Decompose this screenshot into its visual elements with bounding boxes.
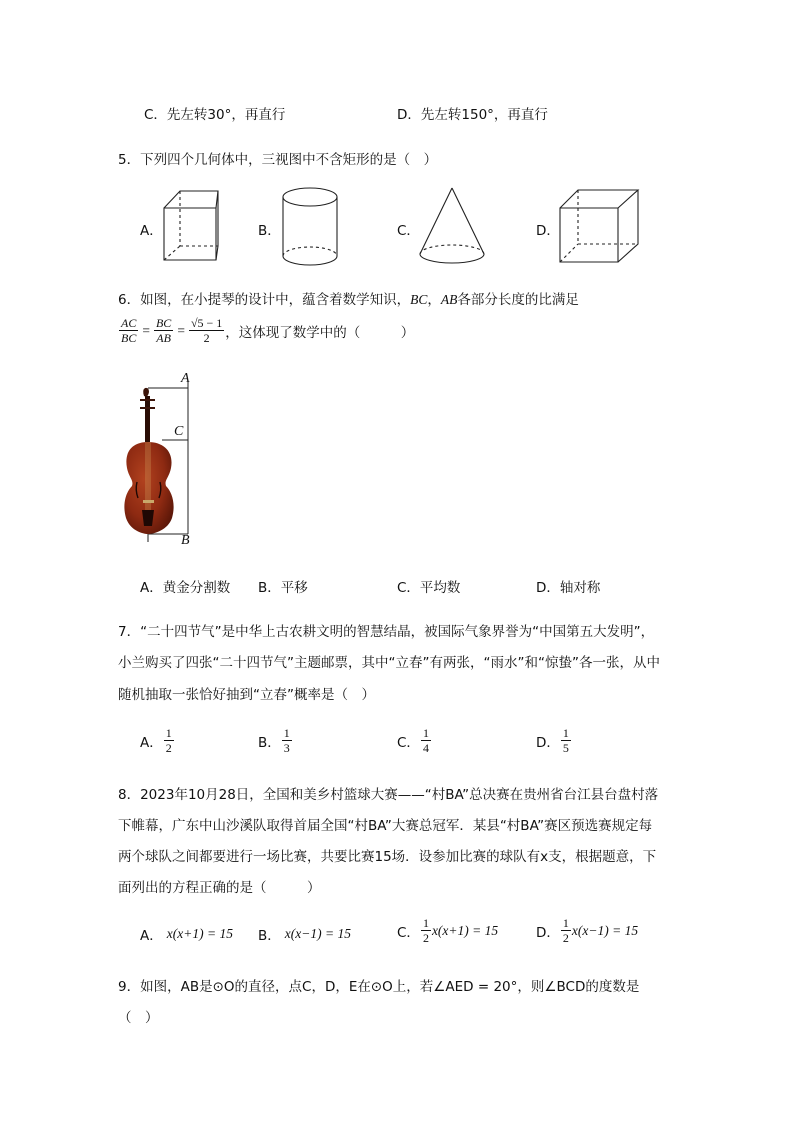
q8-stem-line4: 面列出的方程正确的是（ ）: [118, 880, 321, 896]
q9-stem-line1: 9．如图，AB是⊙O的直径，点C，D，E在⊙O上，若∠AED = 20°，则∠BCD的度数是: [118, 979, 640, 995]
q6-option-c[interactable]: C．平均数: [397, 580, 461, 596]
cone-icon: [418, 186, 486, 268]
q6-option-a[interactable]: A．黄金分割数: [140, 580, 231, 596]
q8-option-d[interactable]: D． $\frac{1}{2}$ x(x−1) = 15: [536, 916, 639, 945]
q5-option-b-label[interactable]: B．: [258, 223, 281, 239]
q7-stem-line1: 7．“二十四节气”是中华上古农耕文明的智慧结晶，被国际气象界誉为“中国第五大发明”，: [118, 624, 655, 640]
cube-icon: [558, 188, 640, 264]
point-a-label: A: [181, 371, 190, 386]
q5-stem: 5．下列四个几何体中，三视图中不含矩形的是（ ）: [118, 152, 438, 168]
q8-option-b[interactable]: B． x(x−1) = 15: [258, 926, 351, 944]
q8-option-a[interactable]: A． x(x+1) = 15: [140, 926, 233, 944]
triangular-prism-icon: [162, 188, 220, 264]
q6-option-d[interactable]: D．轴对称: [536, 580, 601, 596]
golden-ratio-fraction: $\frac{√5 - 1}{2}$: [190, 316, 223, 345]
q7-option-d[interactable]: D． $\frac{1}{5}$: [536, 726, 569, 755]
q7-stem-line2: 小兰购买了四张“二十四节气”主题邮票，其中“立春”有两张，“雨水”和“惊蛰”各一张，从中: [118, 655, 660, 671]
q5-option-a-label[interactable]: A．: [140, 223, 163, 239]
point-c-label: C: [174, 424, 184, 439]
q4-option-c[interactable]: C．先左转30°，再直行: [144, 107, 286, 123]
q7-stem-line3: 随机抽取一张恰好抽到“立春”概率是（ ）: [118, 687, 375, 703]
q7-option-c[interactable]: C． $\frac{1}{4}$: [397, 726, 429, 755]
q7-option-a[interactable]: A． $\frac{1}{2}$: [140, 726, 172, 755]
cello-figure: [118, 370, 198, 550]
q8-stem-line2: 下帷幕，广东中山沙溪队取得首届全国“村BA”大赛总冠军．某县“村BA”赛区预选赛规定每: [118, 818, 653, 834]
q5-option-c-label[interactable]: C．: [397, 223, 420, 239]
point-b-label: B: [181, 533, 190, 548]
q8-stem-line1: 8．2023年10月28日，全国和美乡村篮球大赛——“村BA”总决赛在贵州省台江县台盘村落: [118, 787, 659, 803]
q7-option-b[interactable]: B． $\frac{1}{3}$: [258, 726, 290, 755]
q6-stem-line2: $\frac{AC}{BC}$ = $\frac{BC}{AB}$ = $\frac{√5 - 1}{2}$ ，这体现了数学中的（ ）: [121, 316, 415, 345]
ratio-ac-bc: $\frac{AC}{BC}$: [121, 316, 137, 345]
q6-stem-line1: 6．如图，在小提琴的设计中，蕴含着数学知识，BC，AB各部分长度的比满足: [118, 292, 579, 308]
ratio-bc-ab: $\frac{BC}{AB}$: [155, 316, 172, 345]
q8-stem-line3: 两个球队之间都要进行一场比赛，共要比赛15场．设参加比赛的球队有x支，根据题意，下: [118, 849, 657, 865]
q9-stem-line2: （ ）: [118, 1010, 159, 1026]
q4-option-d[interactable]: D．先左转150°，再直行: [397, 107, 548, 123]
q6-option-b[interactable]: B．平移: [258, 580, 308, 596]
q5-option-d-label[interactable]: D．: [536, 223, 560, 239]
cylinder-icon: [281, 186, 339, 268]
q8-option-c[interactable]: C． $\frac{1}{2}$ x(x+1) = 15: [397, 916, 499, 945]
